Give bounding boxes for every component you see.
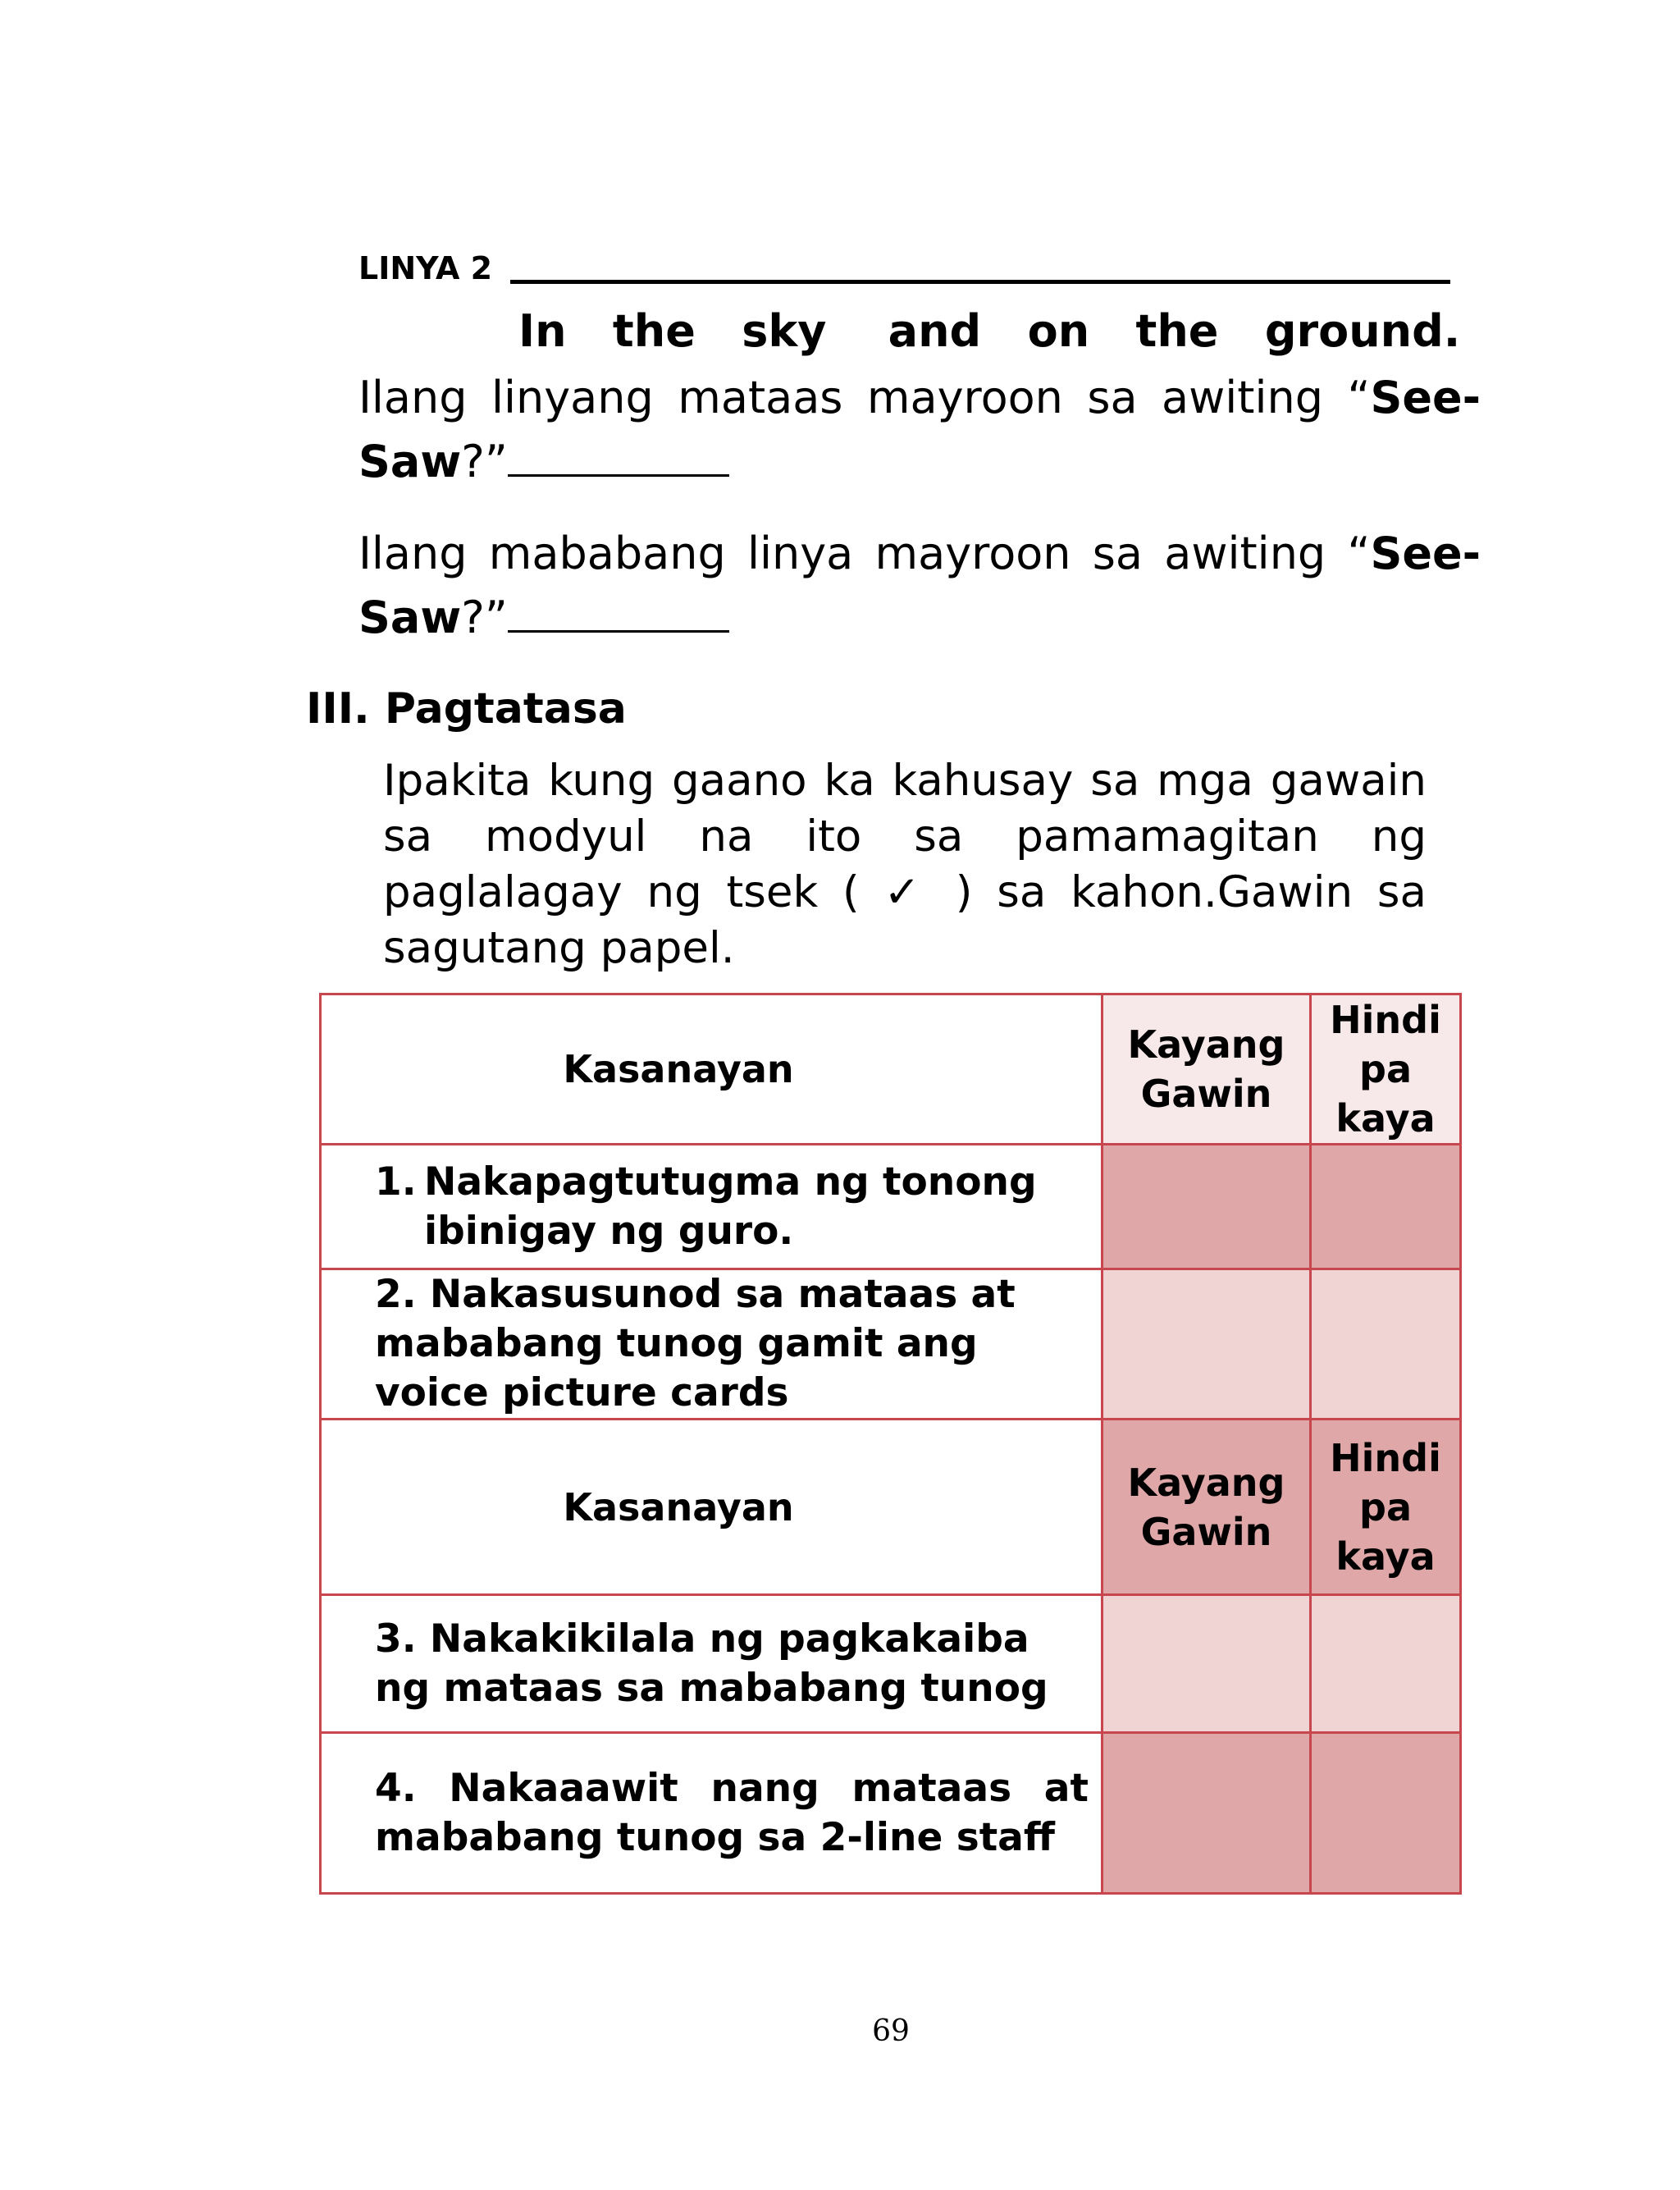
checkbox-kayang-gawin-1[interactable] (1102, 1145, 1311, 1269)
answer-blank-2 (508, 589, 729, 633)
question-2-song-b: Saw (358, 592, 462, 643)
lyric-line: In the sky and on the ground. (518, 305, 1461, 357)
table-row (321, 1145, 1461, 1269)
question-2-suffix: ?” (461, 592, 508, 643)
section-title: III. Pagtatasa (306, 684, 627, 734)
table-header-row (321, 994, 1461, 1145)
skill-4: 4. Nakaaawit nang mataas at mababang tunog sa 2-line staff (321, 1733, 1102, 1894)
instructions (383, 753, 1427, 976)
checkbox-kayang-gawin-4[interactable] (1102, 1733, 1311, 1894)
header-kasanayan: Kasanayan (321, 1420, 1102, 1595)
question-1-text: Ilang linyang mataas mayroon sa awiting “ (358, 372, 1371, 423)
table-header-row (321, 1420, 1461, 1595)
question-1-suffix: ?” (461, 436, 508, 487)
instructions-text-a: Ipakita kung gaano ka kahusay sa mga gawain sa modyul na ito sa pamamagitan ng paglalagay ng tsek ( (383, 756, 1427, 917)
header-kayang-gawin: Kayang Gawin (1102, 1420, 1311, 1595)
checkbox-hindi-pa-kaya-1[interactable] (1311, 1145, 1461, 1269)
linya-label: LINYA 2 (358, 250, 493, 286)
rubric-table (319, 993, 1462, 1895)
skill-1-text: Nakapagtutugma ng tonong ibinigay ng guro. (424, 1159, 1037, 1254)
skill-1 (321, 1145, 1102, 1269)
checkbox-hindi-pa-kaya-4[interactable] (1311, 1733, 1461, 1894)
checkbox-kayang-gawin-3[interactable] (1102, 1595, 1311, 1733)
skill-2: 2. Nakasusunod sa mataas at mababang tunog gamit ang voice picture cards (321, 1269, 1102, 1420)
header-kasanayan: Kasanayan (321, 994, 1102, 1145)
skill-1-number: 1. (375, 1159, 417, 1205)
answer-line (510, 280, 1450, 284)
question-2 (358, 522, 1481, 650)
question-1 (358, 366, 1481, 494)
header-hindi-pa-kaya: Hindi pa kaya (1311, 1420, 1461, 1595)
table-row (321, 1595, 1461, 1733)
instructions-text-b: ) sa kahon.Gawin sa sagutang papel. (383, 867, 1427, 973)
question-2-text: Ilang mababang linya mayroon sa awiting “ (358, 528, 1371, 579)
table-row (321, 1269, 1461, 1420)
table-row (321, 1733, 1461, 1894)
checkbox-hindi-pa-kaya-3[interactable] (1311, 1595, 1461, 1733)
answer-blank-1 (508, 433, 729, 477)
header-hindi-pa-kaya: Hindi pa kaya (1311, 994, 1461, 1145)
page-number: 69 (872, 2014, 910, 2048)
header-kayang-gawin: Kayang Gawin (1102, 994, 1311, 1145)
skill-3: 3. Nakakikilala ng pagkakaiba ng mataas sa mababang tunog (321, 1595, 1102, 1733)
question-2-song-a: See- (1370, 528, 1481, 579)
check-icon: ✓ (883, 867, 931, 917)
question-1-song-a: See- (1370, 372, 1481, 423)
checkbox-kayang-gawin-2[interactable] (1102, 1269, 1311, 1420)
question-1-song-b: Saw (358, 436, 462, 487)
checkbox-hindi-pa-kaya-2[interactable] (1311, 1269, 1461, 1420)
